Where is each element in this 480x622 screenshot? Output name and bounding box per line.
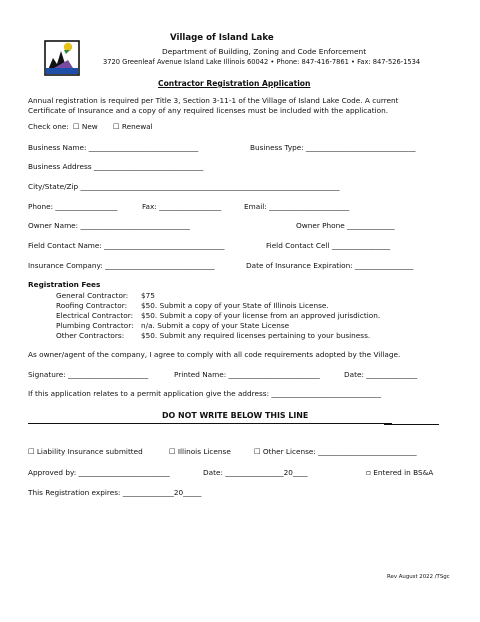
entered-bsa-checkbox[interactable]: ▫ Entered in BS&A — [366, 468, 434, 477]
insurance-company-field[interactable]: Insurance Company: ______________________________ — [28, 261, 215, 270]
form-title: Contractor Registration Application — [158, 79, 311, 88]
intro-line-1: Annual registration is required per Title 3, Section 3-11-1 of the Village of Island Lake Code. A current — [28, 96, 399, 105]
fee-label: Plumbing Contractor: — [56, 321, 134, 330]
org-address: 3720 Greenleaf Avenue Island Lake Illinois 60042 • Phone: 847-416-7861 • Fax: 847-526-1534 — [103, 58, 421, 66]
fee-label: Other Contractors: — [56, 331, 125, 340]
approved-by-field[interactable]: Approved by: _________________________ — [28, 468, 170, 477]
email-field[interactable]: Email: ______________________ — [244, 202, 350, 211]
agreement-text: As owner/agent of the company, I agree to comply with all code requirements adopted by the Village. — [28, 350, 401, 359]
fee-value: $50. Submit a copy of your State of Illinois License. — [141, 301, 329, 310]
permit-address-field[interactable]: If this application relates to a permit application give the address: ______________________________ — [28, 389, 381, 398]
logo-water — [46, 68, 78, 74]
fax-field[interactable]: Fax: _________________ — [142, 202, 222, 211]
signature-field[interactable]: Signature: ______________________ — [28, 370, 149, 379]
new-checkbox[interactable]: ☐ New — [73, 122, 98, 131]
registration-expires-field[interactable]: This Registration expires: ______________20_____ — [28, 488, 202, 497]
business-address-field[interactable]: Business Address ______________________________ — [28, 162, 204, 171]
city-state-zip-field[interactable]: City/State/Zip _______________________________________________________________________ — [28, 182, 340, 191]
liability-insurance-checkbox[interactable]: ☐ Liability Insurance submitted — [28, 447, 143, 456]
field-contact-name-field[interactable]: Field Contact Name: _________________________________ — [28, 241, 225, 250]
illinois-license-checkbox[interactable]: ☐ Illinois License — [169, 447, 231, 456]
divider-line — [28, 423, 392, 424]
department-name: Department of Building, Zoning and Code Enforcement — [162, 47, 367, 56]
other-license-field[interactable]: ☐ Other License: ___________________________ — [254, 447, 417, 456]
renewal-checkbox[interactable]: ☐ Renewal — [113, 122, 153, 131]
village-logo — [44, 40, 80, 76]
field-contact-cell-field[interactable]: Field Contact Cell ________________ — [266, 241, 391, 250]
approved-date-field[interactable]: Date: ________________20____ — [203, 468, 308, 477]
fee-value: $50. Submit any required licenses pertaining to your business. — [141, 331, 371, 340]
fee-label: Roofing Contractor: — [56, 301, 128, 310]
fee-label: Electrical Contractor: — [56, 311, 134, 320]
insurance-expiration-field[interactable]: Date of Insurance Expiration: ________________ — [246, 261, 414, 270]
revision-note: Rev August 2022 /TSgc — [387, 574, 450, 580]
owner-phone-field[interactable]: Owner Phone _____________ — [296, 221, 395, 230]
business-type-field[interactable]: Business Type: ______________________________ — [250, 143, 416, 152]
org-name: Village of Island Lake — [170, 33, 274, 43]
fee-label: General Contractor: — [56, 291, 129, 300]
fee-value: $50. Submit a copy of your license from an approved jurisdiction. — [141, 311, 381, 320]
fees-heading: Registration Fees — [28, 280, 101, 289]
business-name-field[interactable]: Business Name: ______________________________ — [28, 143, 199, 152]
check-one-label: Check one: — [28, 122, 69, 131]
logo-sun — [64, 43, 72, 51]
fee-value: n/a. Submit a copy of your State License — [141, 321, 290, 330]
signature-date-field[interactable]: Date: ______________ — [344, 370, 418, 379]
fee-value: $75 — [141, 291, 155, 300]
owner-name-field[interactable]: Owner Name: ______________________________ — [28, 221, 190, 230]
phone-field[interactable]: Phone: _________________ — [28, 202, 118, 211]
divider-line-end — [384, 424, 439, 425]
intro-line-2: Certificate of Insurance and a copy of any required licenses must be included with the application. — [28, 106, 389, 115]
printed-name-field[interactable]: Printed Name: _________________________ — [174, 370, 320, 379]
do-not-write-heading: DO NOT WRITE BELOW THIS LINE — [162, 411, 309, 420]
